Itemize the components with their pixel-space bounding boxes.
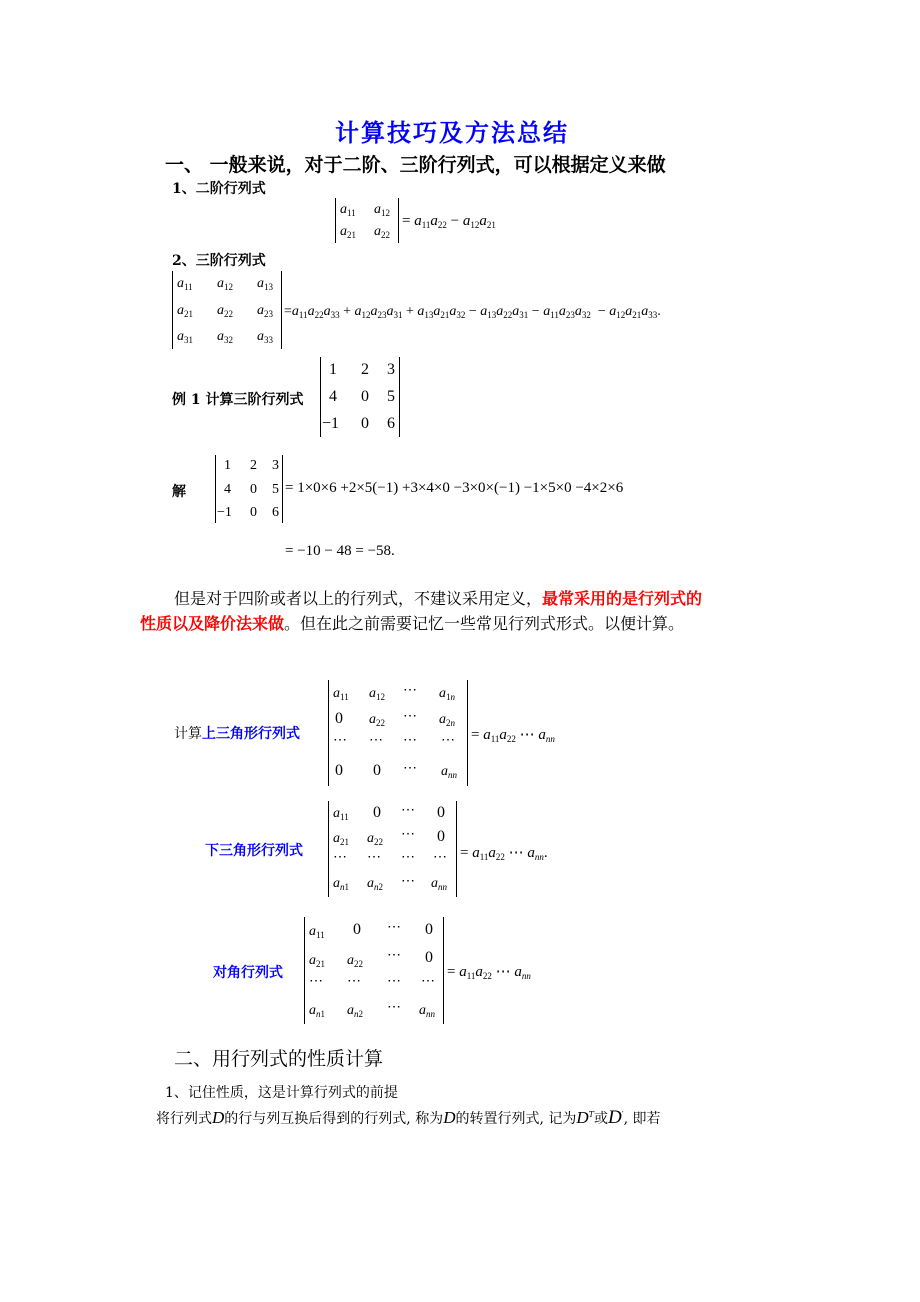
formula-3x3: $=a_{11}a_{22}a_{33} + a_{12}a_{23}a_{31} + a_{13}a_{21}a_{32} - a_{13}a_{22}a_{31} - a_{11}a_{23}a_{32} - a_{12}a_{21}a_{33}$. (284, 304, 661, 320)
emphasis-text: 性质以及降价法来做 (140, 614, 285, 633)
formula-upper-triangular: = $a_{11}a_{22}$ ⋯ $a_{nn}$ (471, 727, 555, 744)
paragraph-text: 但是对于四阶或者以上的行列式，不建议采用定义， (174, 589, 543, 608)
formula-2x2: = $a_{11}a_{22} - a_{12}a_{21}$ (402, 213, 496, 230)
section1-heading: 一、 一般来说，对于二阶、三阶行列式，可以根据定义来做 (165, 154, 666, 176)
det-upper-triangular: $a_{11}$ $a_{12}$ ⋯ $a_{1n}$ 0 $a_{22}$ ⋯ $a_{2n}$ ⋯ ⋯ ⋯ ⋯ 0 0 ⋯ $a_{nn}$ (328, 680, 468, 786)
det-2x2: $a_{11}$ $a_{12}$ $a_{21}$ $a_{22}$ (335, 198, 399, 243)
solution-matrix: 1 2 3 4 0 5 −1 0 6 (215, 455, 283, 523)
subheading-2nd-order: 1、二阶行列式 (172, 181, 266, 197)
det-3x3-general: $a_{11}$ $a_{12}$ $a_{13}$ $a_{21}$ $a_{22}$ $a_{23}$ $a_{31}$ $a_{32}$ $a_{33}$ (172, 271, 282, 349)
solution-result: = −10 − 48 = −58. (285, 543, 395, 559)
lower-triangular-label: 下三角形行列式 (205, 843, 303, 859)
emphasis-text: 最常采用的是行列式的 (542, 589, 703, 608)
solution-expansion: = 1×0×6 +2×5(−1) +3×4×0 −3×0×(−1) −1×5×0 −4×2×6 (285, 480, 624, 496)
transpose-definition: 将行列式D的行与列互换后得到的行列式, 称为D的转置行列式, 记为$D^T$或D′, 即若 (156, 1107, 661, 1128)
subheading-3rd-order: 2、三阶行列式 (172, 253, 266, 269)
solution-label: 解 (172, 484, 186, 500)
paragraph-text: 。但在此之前需要记忆一些常见行列式形式。以便计算。 (284, 614, 685, 633)
example1-matrix: 1 2 3 4 0 5 −1 0 6 (320, 357, 400, 437)
det-lower-triangular: $a_{11}$ 0 ⋯ 0 $a_{21}$ $a_{22}$ ⋯ 0 ⋯ ⋯ ⋯ ⋯ $a_{n1}$ $a_{n2}$ ⋯ $a_{nn}$ (328, 801, 457, 897)
section2-heading: 二、用行列式的性质计算 (174, 1048, 384, 1070)
section2-subheading: 1、记住性质，这是计算行列式的前提 (165, 1085, 398, 1101)
example1-label: 例 1 计算三阶行列式 (172, 392, 304, 408)
upper-triangular-label: 计算上三角形行列式 (174, 726, 300, 742)
formula-diagonal: = $a_{11}a_{22}$ ⋯ $a_{nn}$ (447, 964, 531, 981)
diagonal-label: 对角行列式 (213, 965, 283, 981)
paragraph-line2 (140, 611, 684, 634)
paragraph-line1 (174, 586, 702, 609)
det-diagonal: $a_{11}$ 0 ⋯ 0 $a_{21}$ $a_{22}$ ⋯ 0 ⋯ ⋯ ⋯ ⋯ $a_{n1}$ $a_{n2}$ ⋯ $a_{nn}$ (304, 917, 444, 1024)
formula-lower-triangular: = $a_{11}a_{22}$ ⋯ $a_{nn}$. (460, 845, 548, 862)
page-title: 计算技巧及方法总结 (335, 118, 569, 147)
